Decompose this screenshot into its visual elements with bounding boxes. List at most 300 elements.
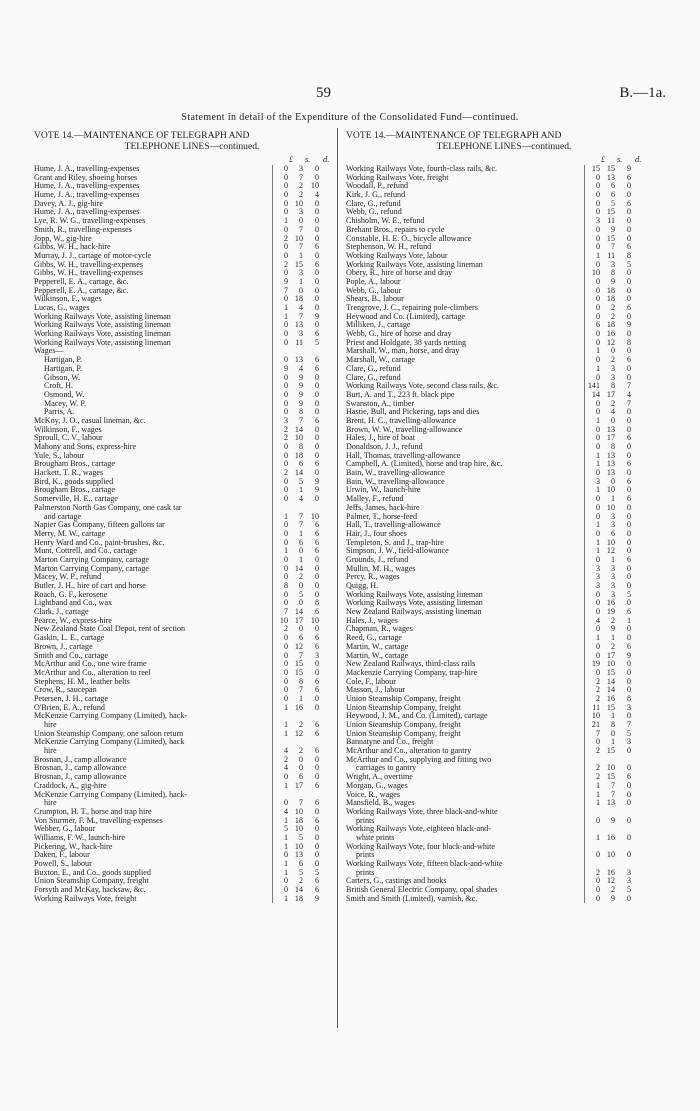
amount-rule bbox=[272, 165, 273, 174]
amount-pounds: 0 bbox=[595, 650, 600, 660]
amount-pounds: 2 bbox=[283, 433, 288, 443]
amount-pounds: 1 bbox=[283, 720, 288, 729]
amount-pence: 0 bbox=[314, 494, 319, 504]
shillings-unit: s. bbox=[617, 154, 623, 164]
amount-pounds: 0 bbox=[283, 381, 288, 391]
amount-rule bbox=[584, 339, 585, 348]
item-description: Hall, Thomas, travelling-allowance bbox=[346, 451, 461, 460]
amount-rule bbox=[272, 330, 273, 339]
item-description: Working Railways Vote, assisting lineman bbox=[34, 321, 171, 330]
item-description: Cole, F., labour bbox=[346, 677, 396, 686]
amount-pence: 3 bbox=[626, 876, 631, 886]
item-description: Smith and Smith (Limited), varnish, &c. bbox=[346, 894, 478, 903]
amount-shillings: 10 bbox=[294, 806, 303, 816]
amount-rule bbox=[584, 799, 585, 808]
amount-rule bbox=[272, 851, 273, 860]
item-description: Grounds, J., refund bbox=[346, 555, 409, 564]
amount-pounds: 0 bbox=[595, 424, 600, 434]
amount-rule bbox=[272, 521, 273, 530]
amount-pounds: 10 bbox=[591, 268, 600, 278]
amount-rule bbox=[584, 434, 585, 443]
amount-rule bbox=[584, 547, 585, 556]
amount-shillings: 5 bbox=[298, 867, 303, 877]
amount-shillings: 13 bbox=[606, 172, 615, 182]
amount-rule bbox=[584, 782, 585, 791]
amount-pence: 0 bbox=[626, 407, 631, 417]
amount-shillings: 1 bbox=[610, 494, 615, 504]
amount-shillings: 2 bbox=[610, 355, 615, 365]
amount-pounds: 0 bbox=[283, 685, 288, 695]
amount-shillings: 13 bbox=[294, 850, 303, 860]
amount-pounds: 0 bbox=[595, 337, 600, 347]
amount-rule bbox=[272, 339, 273, 348]
item-description: Brosnan, J., camp allowance bbox=[34, 764, 127, 773]
item-description: Working Railways Vote, assisting lineman bbox=[34, 312, 171, 321]
item-description: Working Railways Vote, assisting lineman bbox=[346, 590, 483, 599]
amount-rule bbox=[272, 452, 273, 461]
amount-pence: 0 bbox=[314, 268, 319, 278]
amount-pence: 0 bbox=[314, 381, 319, 391]
amount-pounds: 3 bbox=[595, 476, 600, 486]
item-description: New Zealand State Coal Depot, rent of section bbox=[34, 625, 186, 634]
amount-pounds: 10 bbox=[591, 711, 600, 721]
amount-pence: 0 bbox=[626, 763, 631, 773]
amount-pounds: 0 bbox=[595, 876, 600, 886]
item-description: Brougham Bros., cartage bbox=[34, 460, 115, 469]
amount-pounds: 0 bbox=[283, 442, 288, 451]
item-description: Butler, J. H., hire of cart and horse bbox=[34, 582, 146, 590]
amount-shillings: 10 bbox=[606, 659, 615, 669]
amount-shillings: 3 bbox=[298, 207, 303, 217]
amount-rule bbox=[272, 182, 273, 191]
item-description: McKenzie Carrying Company (Limited), hack- bbox=[34, 712, 188, 721]
amount-shillings: 7 bbox=[298, 650, 303, 660]
item-description: Hair, J., four shoes bbox=[346, 529, 407, 538]
amount-rule bbox=[584, 591, 585, 600]
amount-rule bbox=[584, 712, 585, 721]
amount-rule bbox=[272, 426, 273, 435]
amount-pounds: 0 bbox=[283, 659, 288, 669]
amount-pence: 0 bbox=[314, 850, 319, 860]
amount-rule bbox=[584, 460, 585, 469]
amount-shillings: 9 bbox=[298, 398, 303, 408]
amount-pounds: 2 bbox=[283, 624, 288, 634]
amount-pounds: 0 bbox=[283, 520, 288, 530]
amount-shillings: 0 bbox=[298, 581, 303, 590]
item-description: prints bbox=[356, 868, 375, 877]
amount-rule bbox=[272, 408, 273, 417]
amount-pounds: 0 bbox=[595, 433, 600, 443]
item-description: Working Railways Vote, three black-and-white bbox=[346, 807, 498, 816]
amount-shillings: 13 bbox=[606, 424, 615, 434]
item-description: Heywood and Co. (Limited), cartage bbox=[346, 312, 466, 321]
amount-rule bbox=[584, 817, 585, 826]
item-description: Brent, H. C., travelling-allowance bbox=[346, 416, 456, 425]
amount-pounds: 4 bbox=[283, 746, 288, 756]
statement-heading: Statement in detail of the Expenditure of the Consolidated Fund—continued. bbox=[181, 112, 519, 123]
item-description: Reed, G., cartage bbox=[346, 634, 402, 643]
amount-shillings: 15 bbox=[606, 772, 615, 782]
item-description: Craddock, A., gig-hire bbox=[34, 781, 107, 790]
amount-rule bbox=[584, 304, 585, 313]
item-description: Merry, M. W., cartage bbox=[34, 529, 106, 538]
item-description: Quigg, H. bbox=[346, 582, 379, 590]
amount-pounds: 1 bbox=[595, 415, 600, 425]
amount-pence: 3 bbox=[626, 867, 631, 877]
amount-pounds: 0 bbox=[595, 329, 600, 339]
amount-rule bbox=[584, 643, 585, 652]
amount-shillings: 2 bbox=[298, 876, 303, 886]
amount-pounds: 0 bbox=[595, 259, 600, 269]
item-description: Somerville, H. E., cartage bbox=[34, 495, 118, 504]
amount-shillings: 0 bbox=[298, 598, 303, 608]
amount-pounds: 21 bbox=[591, 720, 600, 729]
item-description: Percy, R., wages bbox=[346, 573, 400, 582]
amount-pence: 0 bbox=[626, 520, 631, 530]
amount-pence: 0 bbox=[626, 789, 631, 799]
amount-pence: 0 bbox=[626, 311, 631, 321]
item-description: Working Railways Vote, fourth-class rails, &c. bbox=[346, 165, 498, 173]
amount-pence: 0 bbox=[626, 832, 631, 842]
item-description: Mullin, M. H., wages bbox=[346, 564, 416, 573]
amount-rule bbox=[272, 313, 273, 322]
item-description: Woodall, P., refund bbox=[346, 182, 409, 191]
pounds-unit: £ bbox=[289, 154, 294, 164]
amount-rule bbox=[584, 539, 585, 548]
amount-shillings: 15 bbox=[606, 207, 615, 217]
item-description: Forsyth and McKay, hacksaw, &c. bbox=[34, 886, 146, 895]
item-description: Trengrove, J. C., repairing pole-climbers bbox=[346, 304, 478, 312]
amount-pounds: 0 bbox=[283, 485, 288, 495]
amount-pence: 0 bbox=[626, 798, 631, 808]
amount-pounds: 0 bbox=[595, 407, 600, 417]
item-description: Shears, B., labour bbox=[346, 295, 404, 304]
amount-pounds: 2 bbox=[283, 233, 288, 243]
amount-shillings: 9 bbox=[610, 224, 615, 234]
amount-pounds: 0 bbox=[595, 233, 600, 243]
amount-pence: 0 bbox=[626, 181, 631, 191]
amount-shillings: 18 bbox=[294, 450, 303, 460]
amount-shillings: 8 bbox=[610, 720, 615, 729]
amount-pence: 0 bbox=[314, 276, 319, 286]
amount-pounds: 0 bbox=[595, 207, 600, 217]
amount-pounds: 0 bbox=[283, 329, 288, 339]
item-description: Yule, S., labour bbox=[34, 451, 85, 460]
amount-pence: 0 bbox=[626, 667, 631, 677]
item-description: Burt, A. and T., 223 ft. black pipe bbox=[346, 390, 455, 399]
amount-pounds: 0 bbox=[283, 572, 288, 582]
amount-shillings: 7 bbox=[610, 242, 615, 252]
amount-rule bbox=[272, 678, 273, 687]
amount-pounds: 1 bbox=[283, 702, 288, 712]
amount-shillings: 15 bbox=[606, 702, 615, 712]
item-description: Working Railways Vote, labour bbox=[346, 251, 448, 260]
item-description: Wright, A., overtime bbox=[346, 773, 413, 782]
amount-shillings: 4 bbox=[298, 303, 303, 312]
item-description: Hume, J. A., travelling-expenses bbox=[34, 165, 140, 173]
amount-shillings: 10 bbox=[606, 763, 615, 773]
amount-pounds: 1 bbox=[595, 789, 600, 799]
item-description: Von Sturmer, F. M., travelling-expenses bbox=[34, 816, 163, 825]
amount-pounds: 0 bbox=[595, 598, 600, 608]
amount-pounds: 0 bbox=[595, 589, 600, 599]
amount-pence: 6 bbox=[314, 537, 319, 547]
amount-pence: 0 bbox=[314, 424, 319, 434]
amount-shillings: 6 bbox=[298, 772, 303, 782]
amount-rule bbox=[584, 235, 585, 244]
item-description: Bird, K., goods supplied bbox=[34, 477, 114, 486]
amount-pence: 6 bbox=[626, 607, 631, 617]
item-description: Gibbs, W. H., hack-hire bbox=[34, 243, 111, 252]
amount-pounds: 0 bbox=[595, 607, 600, 617]
amount-pence: 0 bbox=[314, 285, 319, 295]
amount-rule bbox=[272, 495, 273, 504]
amount-rule bbox=[272, 608, 273, 617]
ledger-row bbox=[346, 851, 662, 860]
amount-pounds: 1 bbox=[595, 633, 600, 643]
amount-pence: 6 bbox=[626, 772, 631, 782]
amount-shillings: 5 bbox=[298, 476, 303, 486]
amount-pounds: 0 bbox=[595, 737, 600, 747]
amount-pence: 4 bbox=[314, 190, 319, 200]
amount-shillings: 6 bbox=[610, 181, 615, 191]
amount-shillings: 17 bbox=[606, 433, 615, 443]
item-description: Webb, G., labour bbox=[346, 286, 402, 295]
item-description: Hastie, Bull, and Pickering, taps and dies bbox=[346, 408, 480, 417]
amount-pence: 0 bbox=[314, 572, 319, 582]
amount-pounds: 9 bbox=[283, 363, 288, 373]
amount-rule bbox=[584, 330, 585, 339]
amount-pounds: 0 bbox=[595, 667, 600, 677]
amount-rule bbox=[272, 799, 273, 808]
amount-pence: 0 bbox=[626, 850, 631, 860]
item-description: Munt, Cottrell, and Co., cartage bbox=[34, 547, 137, 556]
item-description: Gibson, W. bbox=[44, 373, 81, 382]
amount-shillings: 2 bbox=[298, 720, 303, 729]
amount-shillings: 7 bbox=[298, 172, 303, 182]
amount-shillings: 16 bbox=[294, 702, 303, 712]
amount-shillings: 16 bbox=[606, 598, 615, 608]
amount-rule bbox=[272, 287, 273, 296]
amount-rule bbox=[584, 678, 585, 687]
item-description: Carters, G., castings and hooks bbox=[346, 877, 447, 886]
amount-shillings: 11 bbox=[607, 250, 615, 260]
amount-pounds: 1 bbox=[283, 303, 288, 312]
amount-rule bbox=[584, 295, 585, 304]
amount-rule bbox=[272, 591, 273, 600]
amount-rule bbox=[584, 313, 585, 322]
amount-rule bbox=[584, 756, 585, 765]
amount-rule bbox=[272, 669, 273, 678]
amount-pounds: 2 bbox=[595, 693, 600, 703]
amount-shillings: 0 bbox=[610, 415, 615, 425]
amount-pence: 10 bbox=[310, 511, 319, 521]
amount-pounds: 0 bbox=[595, 502, 600, 512]
amount-rule bbox=[272, 208, 273, 217]
item-description: Working Railways Vote, assisting lineman bbox=[346, 599, 483, 608]
amount-pence: 0 bbox=[314, 763, 319, 773]
amount-pounds: 0 bbox=[595, 624, 600, 634]
amount-pounds: 1 bbox=[283, 867, 288, 877]
amount-pence: 0 bbox=[626, 711, 631, 721]
amount-pence: 6 bbox=[314, 885, 319, 895]
amount-pence: 6 bbox=[626, 303, 631, 312]
item-description: Working Railways Vote, fifteen black-and-white bbox=[346, 860, 503, 868]
amount-pence: 0 bbox=[626, 224, 631, 234]
amount-shillings: 1 bbox=[298, 528, 303, 538]
amount-rule bbox=[584, 843, 585, 852]
amount-pounds: 0 bbox=[595, 554, 600, 564]
amount-pence: 0 bbox=[314, 563, 319, 573]
page-number: 59 bbox=[316, 85, 331, 101]
amount-rule bbox=[272, 486, 273, 495]
amount-pence: 6 bbox=[626, 641, 631, 651]
amount-rule bbox=[584, 634, 585, 643]
amount-shillings: 7 bbox=[298, 685, 303, 695]
amount-shillings: 10 bbox=[606, 537, 615, 547]
amount-pounds: 0 bbox=[283, 563, 288, 573]
amount-pence: 6 bbox=[314, 685, 319, 695]
amount-pounds: 0 bbox=[595, 172, 600, 182]
amount-pence: 0 bbox=[314, 659, 319, 669]
amount-shillings: 14 bbox=[294, 424, 303, 434]
amount-rule bbox=[272, 895, 273, 904]
amount-pounds: 2 bbox=[283, 468, 288, 478]
item-description: Simpson, J. W., field-allowance bbox=[346, 547, 449, 556]
left-column bbox=[34, 130, 350, 903]
amount-shillings: 3 bbox=[610, 589, 615, 599]
amount-shillings: 15 bbox=[606, 233, 615, 243]
right-column bbox=[346, 130, 662, 903]
amount-rule bbox=[584, 851, 585, 860]
amount-pounds: 3 bbox=[283, 415, 288, 425]
amount-pounds: 0 bbox=[283, 198, 288, 208]
amount-shillings: 15 bbox=[606, 164, 615, 173]
amount-rule bbox=[272, 652, 273, 661]
amount-pence: 0 bbox=[626, 685, 631, 695]
amount-rule bbox=[272, 695, 273, 704]
amount-shillings: 1 bbox=[298, 554, 303, 564]
amount-shillings: 16 bbox=[606, 867, 615, 877]
amount-pounds: 0 bbox=[595, 242, 600, 252]
amount-pence: 6 bbox=[626, 355, 631, 365]
amount-rule bbox=[272, 886, 273, 895]
item-description: Osmond, W. bbox=[44, 390, 85, 399]
item-description: Constable, H. E. O., bicycle allowance bbox=[346, 234, 472, 243]
amount-rule bbox=[272, 756, 273, 765]
amount-pounds: 0 bbox=[283, 650, 288, 660]
amount-rule bbox=[584, 356, 585, 365]
amount-shillings: 3 bbox=[610, 363, 615, 373]
ledger-row bbox=[34, 782, 350, 791]
amount-pounds: 1 bbox=[595, 346, 600, 356]
amount-shillings: 14 bbox=[606, 676, 615, 686]
amount-rule bbox=[272, 443, 273, 452]
amount-rule bbox=[272, 573, 273, 582]
amount-rule bbox=[272, 235, 273, 244]
amount-pence: 0 bbox=[314, 772, 319, 782]
amount-pence: 0 bbox=[314, 589, 319, 599]
amount-pence: 0 bbox=[626, 190, 631, 200]
amount-pounds: 0 bbox=[283, 372, 288, 382]
amount-pence: 10 bbox=[310, 615, 319, 625]
item-description: Mahony and Sons, express-hire bbox=[34, 443, 137, 451]
amount-pence: 0 bbox=[314, 320, 319, 330]
amount-rule bbox=[584, 834, 585, 843]
amount-shillings: 7 bbox=[610, 780, 615, 790]
item-description: Gibbs, W. H., travelling-expenses bbox=[34, 269, 144, 278]
amount-pence: 0 bbox=[314, 754, 319, 764]
amount-rule bbox=[272, 460, 273, 469]
amount-pence: 9 bbox=[314, 311, 319, 321]
amount-rule bbox=[272, 295, 273, 304]
item-description: Swanston, A., timber bbox=[346, 399, 415, 408]
amount-rule bbox=[272, 261, 273, 270]
amount-pence: 0 bbox=[626, 233, 631, 243]
document-reference: B.—1a. bbox=[619, 85, 666, 101]
amount-pounds: 0 bbox=[595, 511, 600, 521]
item-description: Brown, J., cartage bbox=[34, 642, 93, 651]
amount-shillings: 2 bbox=[610, 885, 615, 895]
amount-rule bbox=[584, 721, 585, 730]
amount-pounds: 7 bbox=[283, 285, 288, 295]
amount-shillings: 12 bbox=[606, 337, 615, 347]
item-description: McKoy, J. O., casual lineman, &c. bbox=[34, 416, 146, 425]
item-description: Williams, F. W., launch-hire bbox=[34, 833, 125, 842]
item-description: McArthur and Co., supplying and fitting two bbox=[346, 755, 492, 764]
amount-pounds: 0 bbox=[283, 667, 288, 677]
item-description: Roach, G. F., kerosene bbox=[34, 590, 108, 599]
amount-pence: 0 bbox=[314, 407, 319, 417]
amount-pence: 0 bbox=[626, 676, 631, 686]
amount-pounds: 0 bbox=[283, 398, 288, 408]
amount-pence: 5 bbox=[626, 259, 631, 269]
amount-pence: 6 bbox=[314, 520, 319, 530]
amount-pence: 6 bbox=[314, 780, 319, 790]
amount-pounds: 0 bbox=[595, 893, 600, 903]
amount-pence: 6 bbox=[314, 728, 319, 738]
item-description: Bain, W., travelling-allowance bbox=[346, 477, 445, 486]
amount-rule bbox=[272, 704, 273, 713]
amount-rule bbox=[272, 582, 273, 591]
amount-rule bbox=[272, 721, 273, 730]
amount-shillings: 2 bbox=[298, 181, 303, 191]
amount-rule bbox=[584, 382, 585, 391]
amount-pence: 0 bbox=[314, 250, 319, 260]
amount-rule bbox=[584, 895, 585, 904]
amount-pounds: 3 bbox=[595, 572, 600, 582]
amount-shillings: 1 bbox=[298, 276, 303, 286]
amount-shillings: 15 bbox=[294, 259, 303, 269]
amount-shillings: 14 bbox=[294, 885, 303, 895]
amount-shillings: 3 bbox=[610, 520, 615, 530]
amount-shillings: 9 bbox=[610, 624, 615, 634]
item-description: Hales, J., wages bbox=[346, 616, 398, 625]
item-description: Working Railways Vote, freight bbox=[34, 894, 137, 903]
amount-shillings: 4 bbox=[610, 407, 615, 417]
item-description: Macey, W. P. bbox=[44, 399, 86, 408]
ledger-row bbox=[346, 834, 662, 843]
amount-pounds: 2 bbox=[283, 754, 288, 764]
amount-shillings: 3 bbox=[610, 372, 615, 382]
amount-rule bbox=[584, 365, 585, 374]
amount-shillings: 13 bbox=[606, 459, 615, 469]
item-description: Buxton, E., and Co., goods supplied bbox=[34, 868, 151, 877]
amount-shillings: 13 bbox=[606, 450, 615, 460]
amount-pounds: 0 bbox=[283, 355, 288, 365]
amount-rule bbox=[272, 191, 273, 200]
amount-rule bbox=[272, 782, 273, 791]
